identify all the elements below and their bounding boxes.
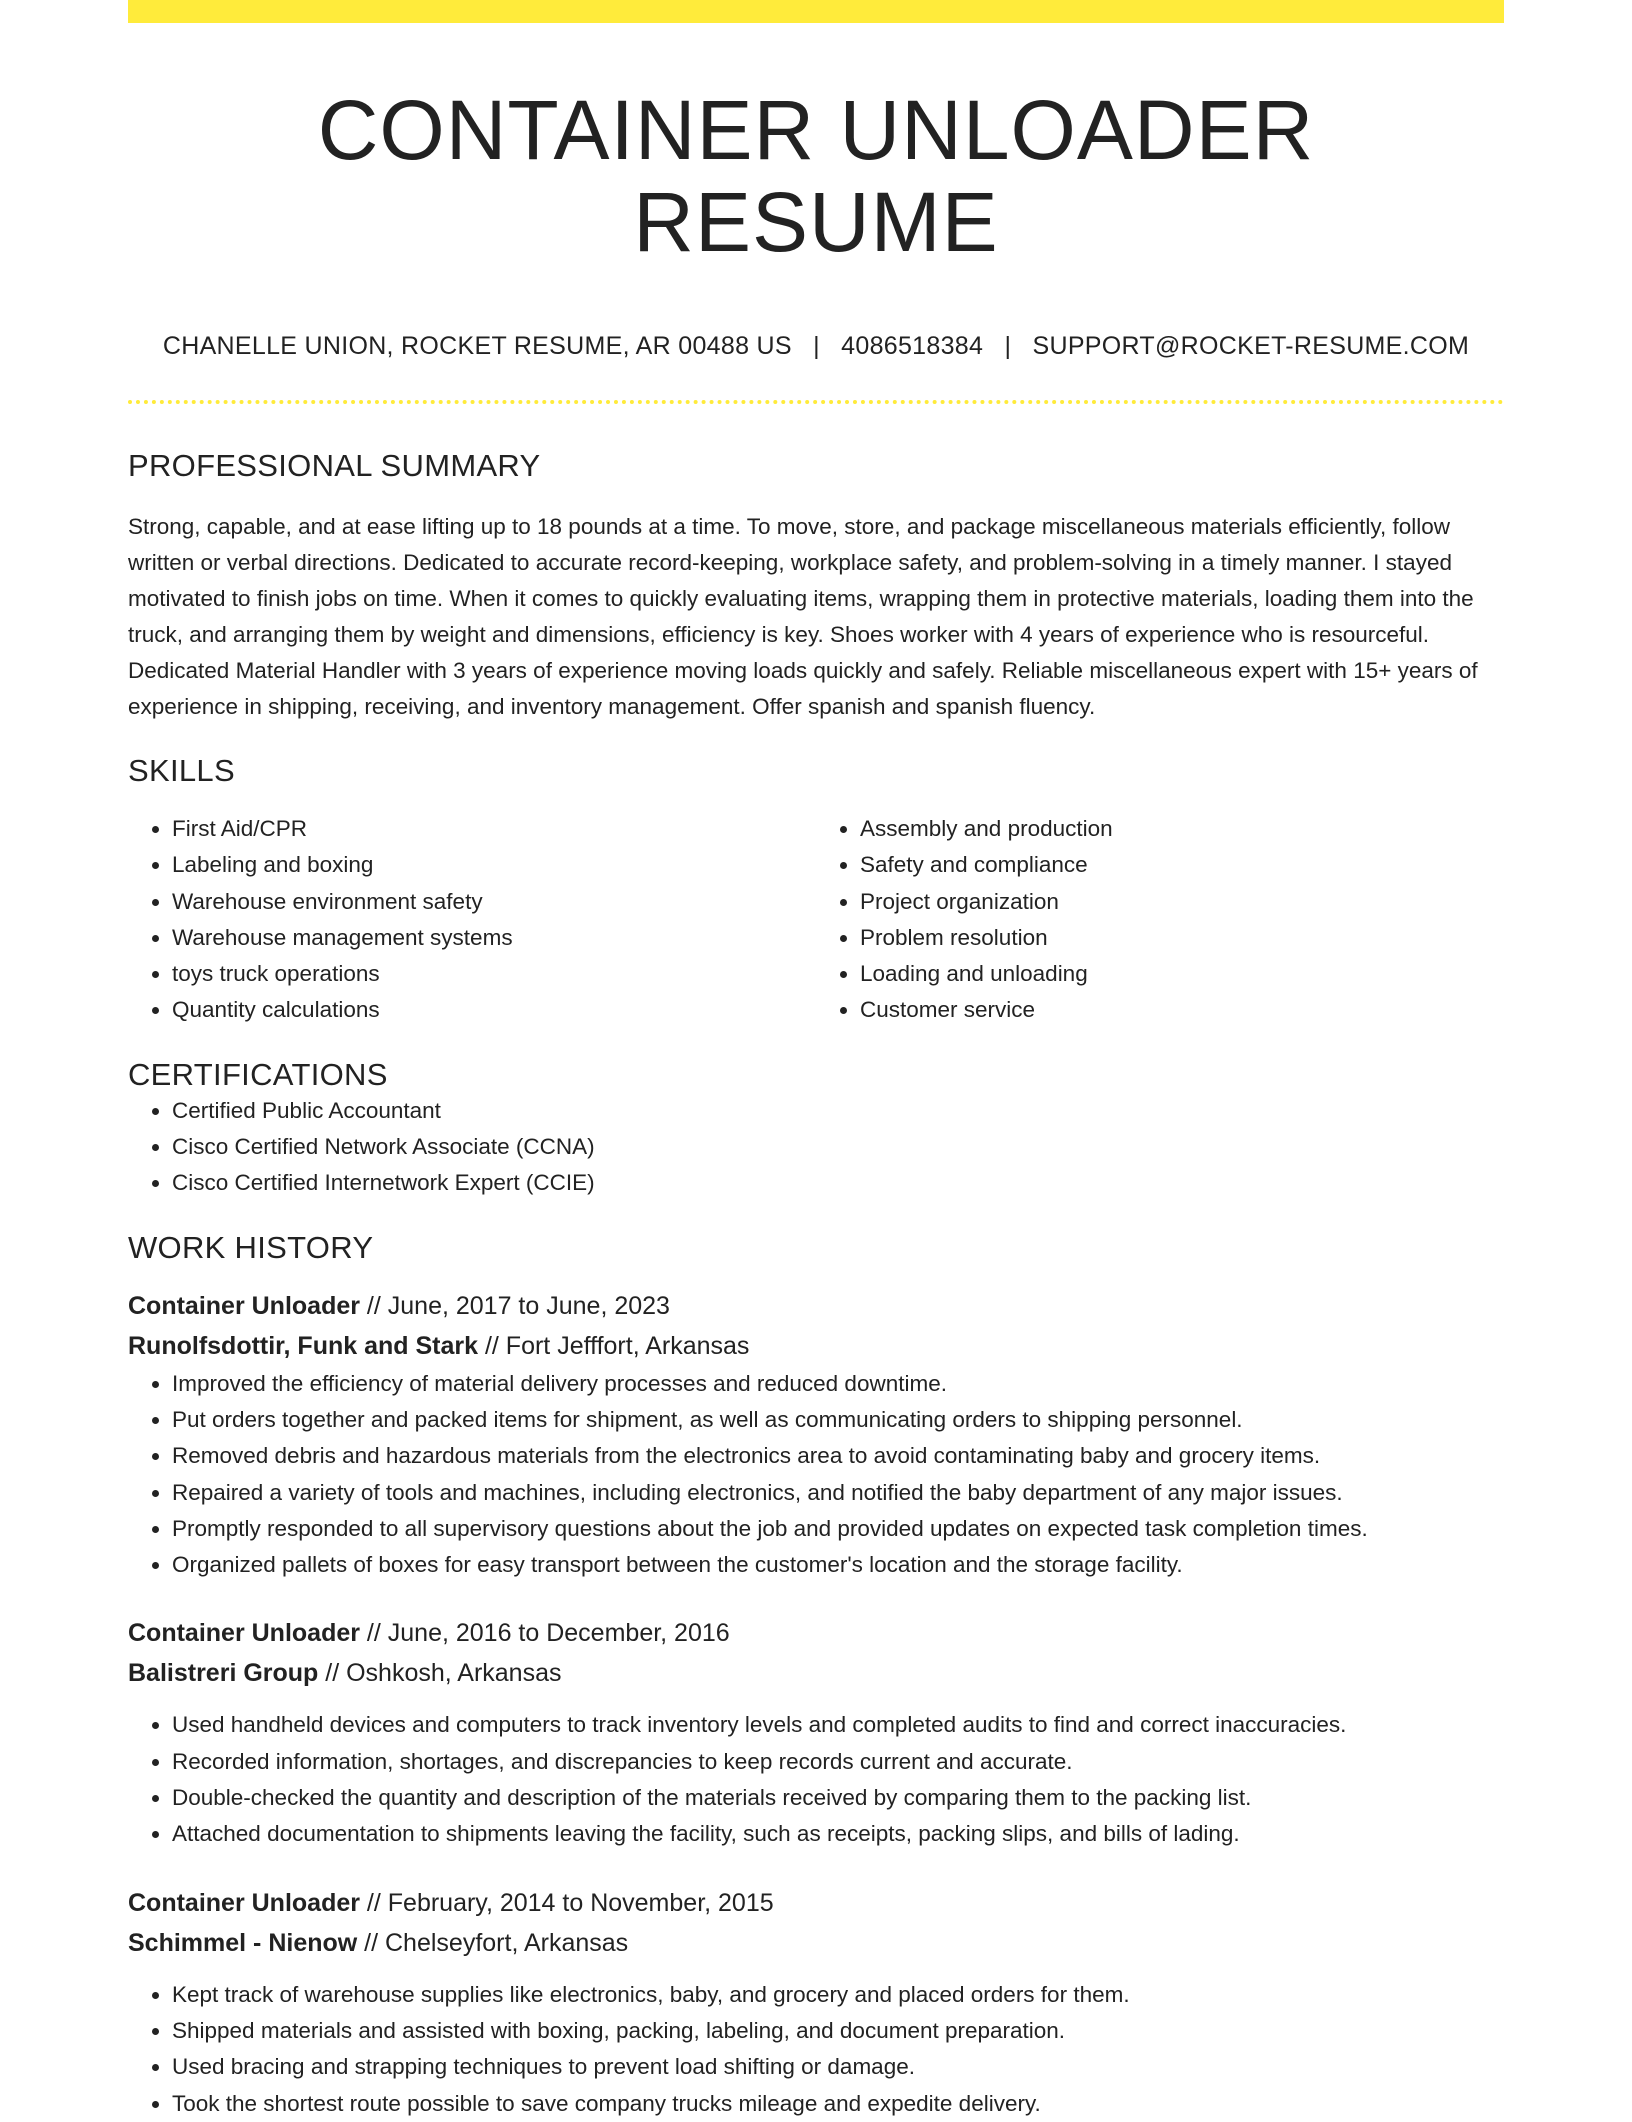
job-bullet: • Repaired a variety of tools and machines, including electronics, and notified the baby department of any major issues. [172,1475,1504,1511]
job-bullet: • Shipped materials and assisted with boxing, packing, labeling, and document preparation. [172,2013,1504,2049]
job-bullet: • Organized pallets of boxes for easy transport between the customer's location and the storage facility. [172,1547,1504,1583]
job-role-line [128,1883,1504,1923]
skills-columns [128,811,1504,1029]
job-bullet: • Kept track of warehouse supplies like electronics, baby, and grocery and placed orders for them. [172,1977,1504,2013]
dotted-divider [128,400,1504,404]
job-bullet: • Double-checked the quantity and description of the materials received by comparing them to the packing list. [172,1780,1504,1816]
resume-title: CONTAINER UNLOADER RESUME [317,83,1315,269]
job-role-line [128,1613,1504,1653]
job-entry [128,1613,1504,1852]
job-bullet: • Used bracing and strapping techniques to prevent load shifting or damage. [172,2049,1504,2085]
job-bullet-list [128,1977,1504,2122]
job-dates: // June, 2017 to June, 2023 [359,1291,670,1320]
skill-item: • Customer service [860,992,1504,1028]
job-bullet: • Attached documentation to shipments leaving the facility, such as receipts, packing slips, and bills of lading. [172,1816,1504,1852]
job-bullet: • Recorded information, shortages, and discrepancies to keep records current and accurate. [172,1744,1504,1780]
resume-content [128,0,1504,2122]
contact-separator: | [1004,332,1012,360]
contact-line [128,331,1504,361]
work-history-heading: WORK HISTORY [128,1229,374,1265]
skill-item: • Quantity calculations [172,992,816,1028]
skills-left-list [128,811,816,1029]
job-entry [128,1286,1504,1584]
contact-email: SUPPORT@ROCKET-RESUME.COM [1032,332,1470,360]
job-role: Container Unloader [128,1619,360,1648]
job-entry [128,1883,1504,2122]
job-role-line [128,1286,1504,1326]
job-bullet-list [128,1707,1504,1852]
job-bullet: • Took the shortest route possible to save company trucks mileage and expedite delivery. [172,2086,1504,2122]
contact-address: CHANELLE UNION, ROCKET RESUME, AR 00488 US [162,332,792,360]
job-bullet: • Improved the efficiency of material delivery processes and reduced downtime. [172,1366,1504,1402]
job-company-line [128,1653,1504,1693]
job-bullet-list [128,1366,1504,1584]
job-dates: // June, 2016 to December, 2016 [359,1619,730,1648]
skill-item: • toys truck operations [172,956,816,992]
skills-heading: SKILLS [128,753,235,788]
job-role: Container Unloader [128,1291,360,1320]
certifications-list [128,1093,1504,1202]
job-company-line [128,1326,1504,1366]
job-bullet: • Put orders together and packed items for shipment, as well as communicating orders to shipping personnel. [172,1402,1504,1438]
contact-separator: | [813,332,820,360]
job-dates: // February, 2014 to November, 2015 [359,1888,774,1917]
job-role: Container Unloader [128,1888,360,1917]
certification-item: • Certified Public Accountant [172,1093,1504,1129]
contact-phone: 4086518384 [841,332,984,360]
skill-item: • Safety and compliance [860,847,1504,883]
skill-item: • Labeling and boxing [172,847,816,883]
certification-item: • Cisco Certified Network Associate (CCNA) [172,1129,1504,1165]
job-company-line [128,1923,1504,1963]
job-location: // Chelseyfort, Arkansas [357,1928,629,1957]
job-company: Balistreri Group [128,1659,319,1688]
skill-item: • Loading and unloading [860,956,1504,992]
job-location: // Oshkosh, Arkansas [318,1659,562,1688]
job-location: // Fort Jefffort, Arkansas [478,1331,750,1360]
summary-text: Strong, capable, and at ease lifting up to 18 pounds at a time. To move, store, and package miscellaneous materials efficiently, follow written or verbal directions. Dedicated to accurate record-keeping, workplace safety, and problem-solving in a timely manner. I stayed motivated to finish jobs on time. When it comes to quickly evaluating items, wrapping them in protective materials, loading them into the truck, and arranging them by weight and dimensions, efficiency is key. Shoes worker with 4 years of experience who is resourceful. Dedicated Material Handler with 3 years of experience moving loads quickly and safely. Reliable miscellaneous expert with 15+ years of experience in shipping, receiving, and inventory management. Offer spanish and spanish fluency. [128,514,1478,719]
job-company: Schimmel - Nienow [128,1928,358,1957]
summary-heading: PROFESSIONAL SUMMARY [128,448,541,483]
job-bullet: • Removed debris and hazardous materials from the electronics area to avoid contaminating baby and grocery items. [172,1438,1504,1474]
skills-right-list [816,811,1504,1029]
skill-item: • Project organization [860,884,1504,920]
skill-item: • Assembly and production [860,811,1504,847]
certifications-heading: CERTIFICATIONS [128,1056,388,1092]
skill-item: • Warehouse environment safety [172,884,816,920]
job-company: Runolfsdottir, Funk and Stark [128,1331,479,1360]
job-bullet: • Used handheld devices and computers to track inventory levels and completed audits to find and correct inaccuracies. [172,1707,1504,1743]
certification-item: • Cisco Certified Internetwork Expert (CCIE) [172,1165,1504,1201]
job-bullet: • Promptly responded to all supervisory questions about the job and provided updates on expected task completion times. [172,1511,1504,1547]
skill-item: • Problem resolution [860,920,1504,956]
skill-item: • First Aid/CPR [172,811,816,847]
skill-item: • Warehouse management systems [172,920,816,956]
